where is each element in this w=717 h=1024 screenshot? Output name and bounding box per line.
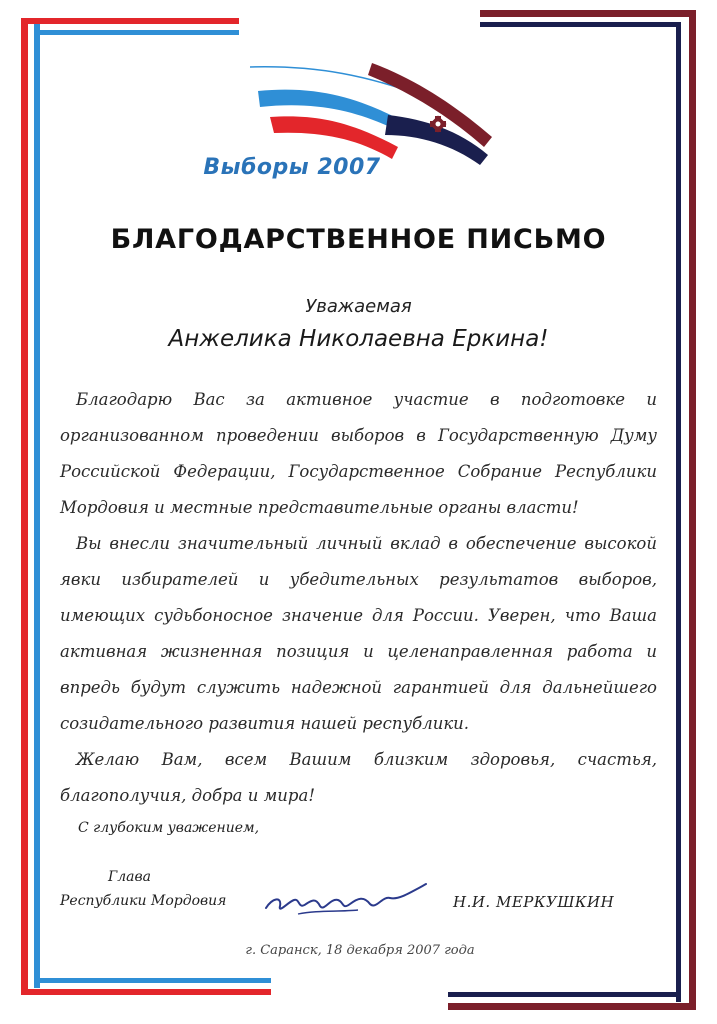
border-right-navy: [676, 22, 681, 1002]
place-date: г. Саранск, 18 декабря 2007 года: [245, 943, 475, 958]
signer-name: Н.И. МЕРКУШКИН: [453, 893, 615, 911]
border-bottom-right-navy: [448, 992, 681, 997]
paragraph-contribution: Вы внесли значительный личный вклад в обеспечение высокой явки избирателей и убедительных результатов выборов, имеющих судьбоносное значение для России. Уверен, что Ваша активная жизненная позиция и целенаправленная работа и впредь будут служить надежной гарантией для дальнейшего созидательного развития нашей республики.: [60, 534, 657, 733]
border-top-right-navy: [480, 22, 681, 27]
border-top-right-maroon: [480, 10, 696, 17]
border-left-red: [21, 18, 28, 995]
signer-role-line1: Глава: [108, 869, 152, 885]
closing-line: С глубоким уважением,: [78, 820, 260, 836]
page-title: БЛАГОДАРСТВЕННОЕ ПИСЬМО: [110, 224, 607, 255]
paragraph-wishes: Желаю Вам, всем Вашим близким здоровья, счастья, благополучия, добра и мира!: [60, 750, 657, 805]
letter-body: [60, 382, 657, 814]
border-right-maroon: [689, 10, 696, 1010]
signer-role: [60, 865, 240, 913]
greeting: Уважаемая: [305, 296, 412, 317]
handwritten-signature-icon: [258, 876, 448, 926]
paragraph-gratitude: Благодарю Вас за активное участие в подготовке и организованном проведении выборов в Государственную Думу Российской Федерации, Государственное Собрание Республики Мордовия и местные представительные органы власти!: [60, 390, 657, 517]
border-left-blue: [34, 18, 40, 988]
recipient-name: Анжелика Николаевна Еркина!: [168, 326, 549, 352]
signer-role-line2: Республики Мордовия: [60, 893, 227, 909]
border-bottom-right-maroon: [448, 1003, 696, 1010]
logo-caption: Выборы 2007: [203, 155, 381, 180]
border-top-left-blue: [34, 30, 239, 35]
border-bottom-left-red: [21, 989, 271, 995]
border-top-left-red: [21, 18, 239, 24]
border-bottom-left-blue: [34, 978, 271, 983]
